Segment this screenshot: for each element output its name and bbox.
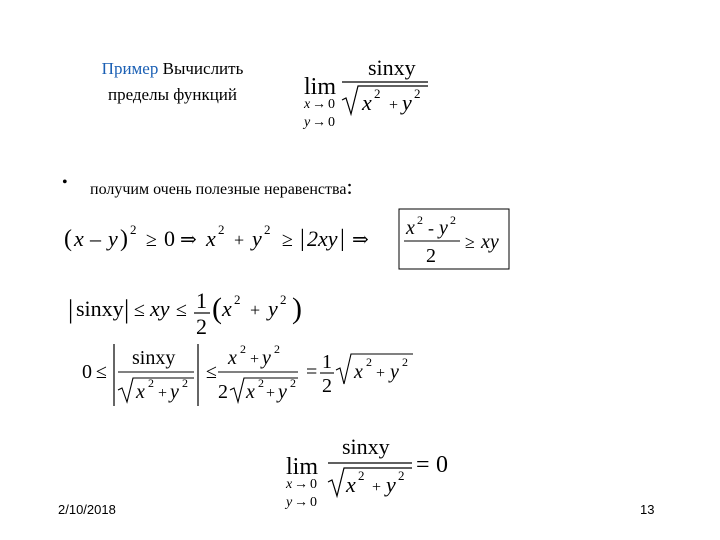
half-num: 1 bbox=[196, 288, 207, 313]
two-xy: 2xy bbox=[307, 226, 338, 251]
den2-plus: + bbox=[266, 385, 276, 402]
bullet-text bbox=[90, 174, 353, 200]
den-x-exp: 2 bbox=[358, 468, 365, 483]
paren-close: ) bbox=[120, 226, 128, 252]
y-sq: y bbox=[252, 226, 262, 251]
title-line-2: пределы функций bbox=[107, 85, 237, 104]
paren-open: ( bbox=[64, 226, 72, 252]
den1-y: y bbox=[170, 381, 179, 403]
num2-y: y bbox=[262, 347, 271, 369]
den2-y: y bbox=[278, 381, 287, 403]
abs-open: | bbox=[300, 226, 305, 252]
zero: 0 bbox=[82, 361, 92, 383]
implies: ⇒ bbox=[180, 229, 197, 251]
bullet-icon: • bbox=[62, 174, 68, 191]
sub-arrow-x: → bbox=[312, 97, 326, 112]
box-num-x-exp: 2 bbox=[417, 213, 423, 227]
den2-x-exp: 2 bbox=[258, 376, 264, 390]
den-y: y bbox=[386, 472, 396, 497]
leq-2: ≤ bbox=[176, 299, 187, 321]
rhs-x-exp: 2 bbox=[366, 355, 372, 369]
leq-2: ≤ bbox=[206, 361, 217, 383]
geq: ≥ bbox=[146, 229, 157, 251]
limit-formula-2 bbox=[282, 430, 457, 515]
den-x: x bbox=[362, 90, 372, 115]
y-sq-exp: 2 bbox=[264, 222, 271, 237]
slide-title bbox=[60, 56, 285, 108]
leq: ≤ bbox=[134, 299, 145, 321]
abs-open: | bbox=[68, 295, 74, 324]
den-y-exp: 2 bbox=[398, 468, 405, 483]
limit-formula-1 bbox=[290, 50, 440, 135]
sub-y: y bbox=[286, 495, 293, 510]
bullet-colon: : bbox=[346, 174, 353, 199]
den1-y-exp: 2 bbox=[182, 376, 188, 390]
lim-word: lim bbox=[304, 74, 337, 100]
abs-close: | bbox=[124, 295, 130, 324]
eq: = bbox=[306, 361, 318, 383]
example-label: Пример bbox=[101, 59, 159, 78]
sub-zero-y: 0 bbox=[310, 495, 317, 510]
den2-x: x bbox=[246, 381, 255, 403]
sub-arrow-y: → bbox=[312, 115, 326, 130]
title-line-1 bbox=[60, 56, 285, 82]
box-minus: - bbox=[428, 218, 434, 238]
plus: + bbox=[250, 300, 261, 320]
sub-zero-x: 0 bbox=[328, 97, 335, 112]
leq: ≤ bbox=[96, 361, 107, 383]
inequality-2 bbox=[66, 286, 326, 342]
y-exp: 2 bbox=[280, 292, 287, 307]
sqrt-2 bbox=[230, 378, 298, 402]
x: x bbox=[222, 296, 232, 321]
x-sq: x bbox=[206, 226, 216, 251]
den1-plus: + bbox=[158, 385, 168, 402]
boxed-inequality bbox=[398, 208, 510, 270]
den-y-exp: 2 bbox=[414, 86, 421, 101]
num2-y-exp: 2 bbox=[274, 342, 280, 356]
box-num-x: x bbox=[406, 217, 415, 239]
result-zero: 0 bbox=[436, 452, 448, 478]
den-x: x bbox=[346, 472, 356, 497]
xy: xy bbox=[150, 296, 170, 321]
page-number: 13 bbox=[640, 502, 655, 517]
paren-close: ) bbox=[292, 292, 302, 325]
den2-y-exp: 2 bbox=[290, 376, 296, 390]
den-plus: + bbox=[372, 479, 382, 496]
x-sq-exp: 2 bbox=[218, 222, 225, 237]
den1-x-exp: 2 bbox=[148, 376, 154, 390]
term-y: y bbox=[108, 226, 118, 251]
box-den: 2 bbox=[426, 245, 436, 267]
den-x-exp: 2 bbox=[374, 86, 381, 101]
geq-2: ≥ bbox=[282, 229, 293, 251]
minus: – bbox=[90, 226, 101, 251]
box-num-y-exp: 2 bbox=[450, 213, 456, 227]
box-rhs: xy bbox=[481, 231, 499, 253]
inequality-3 bbox=[78, 340, 423, 410]
paren-open: ( bbox=[212, 292, 222, 325]
den1-x: x bbox=[136, 381, 145, 403]
sub-x: x bbox=[304, 97, 311, 112]
implies-2: ⇒ bbox=[352, 229, 369, 251]
abs-close: | bbox=[340, 226, 345, 252]
term-x: x bbox=[74, 226, 84, 251]
half-num: 1 bbox=[322, 351, 332, 373]
y: y bbox=[268, 296, 278, 321]
sub-arrow-x: → bbox=[294, 477, 308, 492]
half-den: 2 bbox=[196, 314, 207, 339]
sub-arrow-y: → bbox=[294, 495, 308, 510]
exp-2: 2 bbox=[130, 222, 137, 237]
den-y: y bbox=[402, 90, 412, 115]
sub-zero-y: 0 bbox=[328, 115, 335, 130]
rhs-plus: + bbox=[376, 365, 386, 382]
eq: = bbox=[416, 452, 430, 478]
numerator-sinxy: sinxy bbox=[368, 55, 416, 80]
x-exp: 2 bbox=[234, 292, 241, 307]
num2-x-exp: 2 bbox=[240, 342, 246, 356]
sinxy: sinxy bbox=[76, 296, 124, 321]
rhs-y: y bbox=[390, 361, 399, 383]
plus: + bbox=[234, 230, 245, 250]
den-plus: + bbox=[389, 97, 399, 114]
num2-x: x bbox=[228, 347, 237, 369]
rhs-x: x bbox=[354, 361, 363, 383]
num2-plus: + bbox=[250, 351, 260, 368]
box-num-y: y bbox=[439, 217, 448, 239]
box-geq: ≥ bbox=[465, 232, 475, 252]
den2-two: 2 bbox=[218, 381, 228, 403]
inequality-1 bbox=[60, 218, 380, 258]
bullet-text-body: получим очень полезные неравенства bbox=[90, 181, 347, 198]
sub-y: y bbox=[304, 115, 311, 130]
zero: 0 bbox=[164, 226, 175, 251]
numerator-sinxy: sinxy bbox=[342, 434, 390, 459]
sub-x: x bbox=[286, 477, 293, 492]
title-line-1-rest: Вычислить bbox=[162, 59, 244, 78]
footer-date: 2/10/2018 bbox=[58, 502, 116, 517]
rhs-y-exp: 2 bbox=[402, 355, 408, 369]
sinxy: sinxy bbox=[132, 347, 176, 369]
sub-zero-x: 0 bbox=[310, 477, 317, 492]
lim-word: lim bbox=[286, 454, 319, 480]
half-den: 2 bbox=[322, 375, 332, 397]
